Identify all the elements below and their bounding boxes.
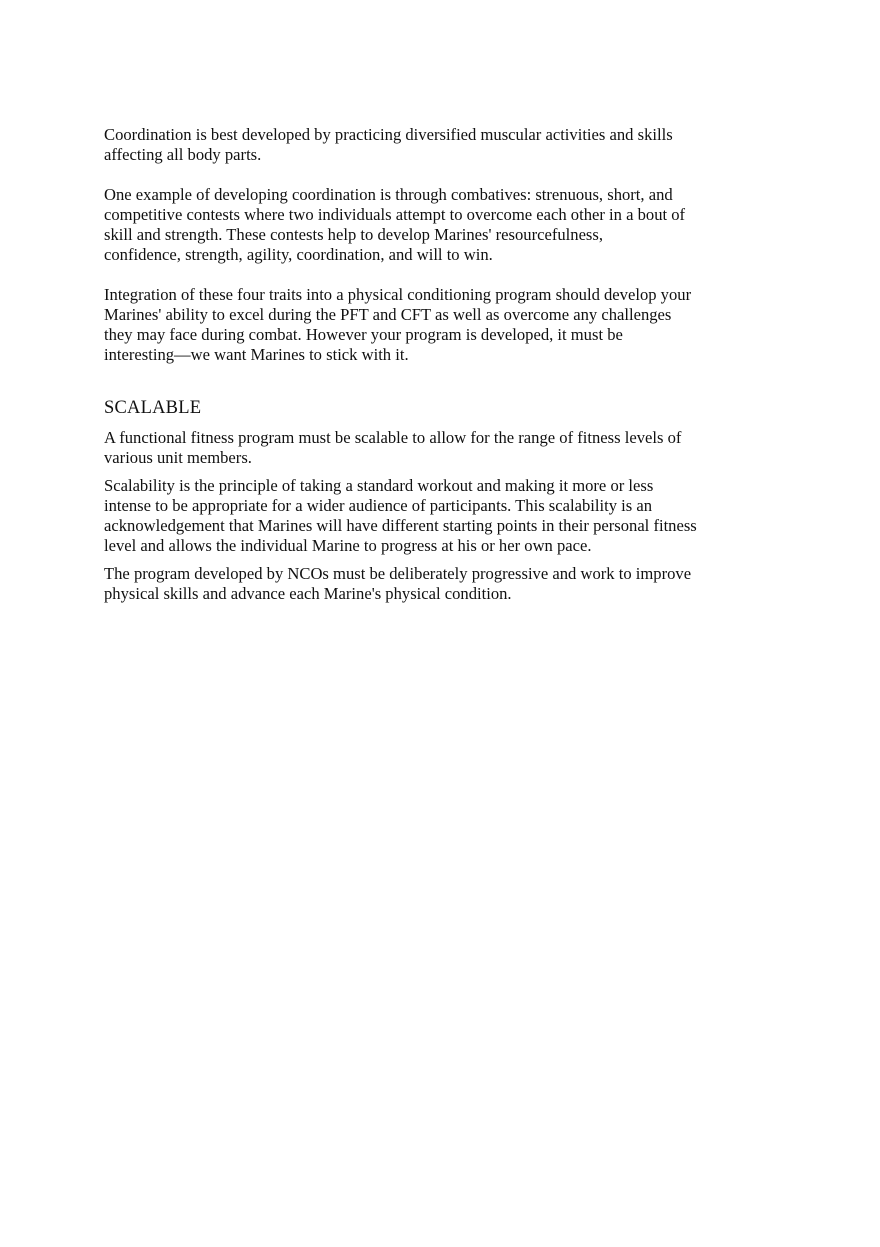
document-body xyxy=(104,125,724,604)
text-line: various unit members. xyxy=(104,448,252,467)
text-line: Scalability is the principle of taking a standard workout and making it more or less xyxy=(104,476,654,495)
text-line: The program developed by NCOs must be deliberately progressive and work to improve xyxy=(104,564,692,583)
paragraph-scalable-definition xyxy=(104,428,724,468)
text-line: acknowledgement that Marines will have different starting points in their personal fitness xyxy=(104,516,697,535)
text-line: skill and strength. These contests help to develop Marines' resourcefulness, xyxy=(104,225,603,244)
text-line: physical skills and advance each Marine's physical condition. xyxy=(104,584,512,603)
paragraph-coordination-intro xyxy=(104,125,724,165)
text-line: Integration of these four traits into a physical conditioning program should develop your xyxy=(104,285,692,304)
paragraph-combatives-example xyxy=(104,185,724,265)
text-line: affecting all body parts. xyxy=(104,145,262,164)
paragraph-scalability-principle xyxy=(104,476,724,556)
text-line: Marines' ability to excel during the PFT and CFT as well as overcome any challenges xyxy=(104,305,672,324)
text-line: A functional fitness program must be scalable to allow for the range of fitness levels of xyxy=(104,428,682,447)
text-line: competitive contests where two individuals attempt to overcome each other in a bout of xyxy=(104,205,686,224)
text-line: they may face during combat. However your program is developed, it must be xyxy=(104,325,623,344)
section-heading-scalable: SCALABLE xyxy=(104,398,202,418)
paragraph-nco-program xyxy=(104,564,724,604)
text-line: level and allows the individual Marine to progress at his or her own pace. xyxy=(104,536,592,555)
text-line: intense to be appropriate for a wider audience of participants. This scalability is an xyxy=(104,496,653,515)
text-line: Coordination is best developed by practicing diversified muscular activities and skills xyxy=(104,125,673,144)
text-line: confidence, strength, agility, coordination, and will to win. xyxy=(104,245,493,264)
paragraph-integration-traits xyxy=(104,285,724,365)
text-line: One example of developing coordination is through combatives: strenuous, short, and xyxy=(104,185,673,204)
text-line: interesting—we want Marines to stick with it. xyxy=(104,345,409,364)
